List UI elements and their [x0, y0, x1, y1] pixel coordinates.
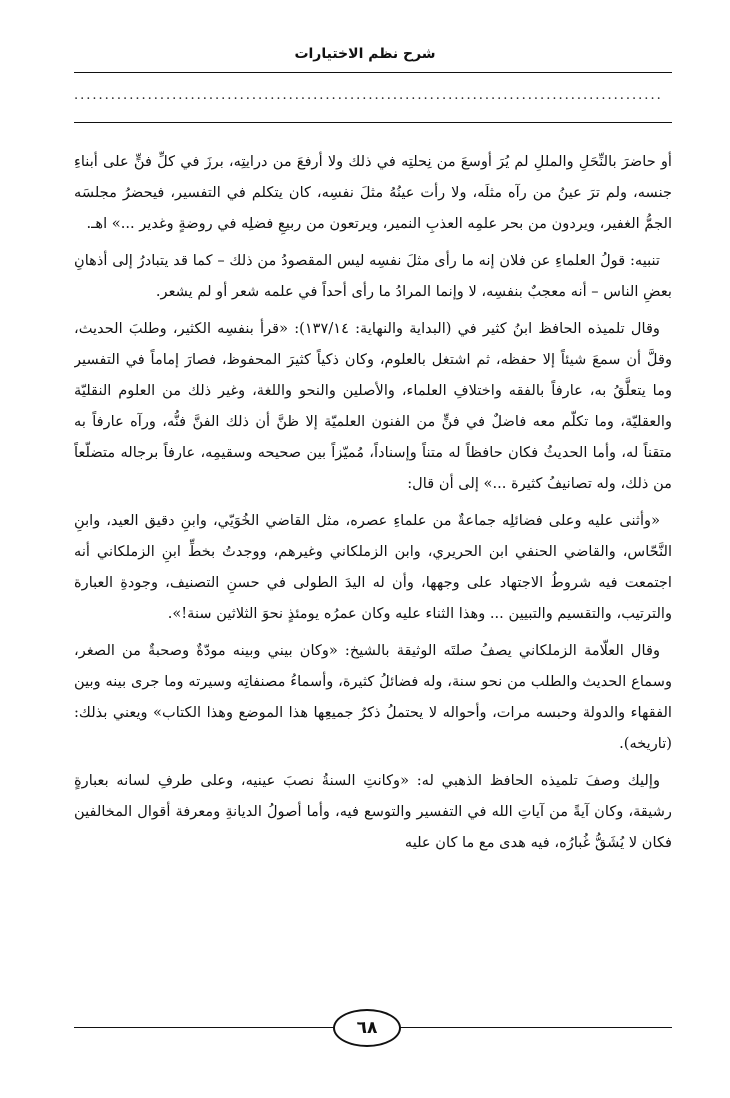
main-text [74, 146, 672, 976]
page-number: ٦٨ [333, 1009, 401, 1047]
paragraph-zamlakani: وقال العلّامة الزملكاني يصفُ صلتَه الوثيقة بالشيخ: «وكان بيني وبينه مودّةٌ وصحبةٌ من الصغر، وسماع الحديث والطلب من نحو سنة، وله فضائلُ كثيرة، وأسماءُ مصنفاتِه وسيرته وما جرى بينه وبين الفقهاء والدولة وحبسه مرات، وأحواله لا يحتملُ ذكرُ جميعِها هذا الموضع وهذا الكتاب» ويعني بذلك: (تاريخه). [74, 642, 672, 752]
paragraph-praise: «وأثنى عليه وعلى فضائلِه جماعةٌ من علماءِ عصره، مثل القاضي الخُوَيّي، وابنِ دقيق العيد، وابنِ النَّحّاس، والقاضي الحنفي ابن الحريري، وابن الزملكاني وغيرهم، ووجدتُ بخطِّ ابنِ الزملكاني أنه اجتمعت فيه شروطُ الاجتهاد على وجهها، وأن له اليدَ الطولى في حسنِ التصنيف، وجودةِ العبارة والترتيب، والتقسيم والتبيين ... وهذا الثناء عليه وكان عمرُه يومئذٍ نحوَ الثلاثين سنة!». [74, 512, 672, 622]
paragraph-quote-end: أو حاضرَ بالنِّحَلِ والمللِ لم يُرَ أوسعَ من نِحلتِه في ذلك ولا أرفعَ من درايتِه، برزَ في كلِّ فنٍّ على أبناءِ جنسه، ولم ترَ عينُ من رآه مثلَه، ولا رأت عينُهُ مثلَ نفسِه، كان يتكلم في التفسير، فيحضرُ مجلسَه الجمُّ الغفير، ويردون من بحر علمِه العذبِ النمير، ويرتعون من ربيعِ فضلِه في روضةٍ وغدير ...» اهـ. [74, 153, 672, 232]
paragraph-dhahabi: وإليك وصفَ تلميذه الحافظ الذهبي له: «وكانتِ السنةُ نصبَ عينيه، وعلى طرفِ لسانه بعبارةٍ رشيقة، وكان آيةً من آياتِ الله في التفسير والتوسع فيه، وأما أصولُ الديانةِ ومعرفة أقوال المخالفين فكان لا يُشَقُّ غُبارُه، فيه هدى مع ما كان عليه [74, 772, 672, 851]
paragraph-ibn-kathir: وقال تلميذه الحافظ ابنُ كثير في (البداية والنهاية: ١٣٧/١٤): «قرأ بنفسِه الكثير، وطلبَ الحديث، وقلَّ أن سمعَ شيئاً إلا حفظه، ثم اشتغل بالعلوم، وكان ذكياً كثيرَ المحفوظ، فصارَ إماماً في التفسير وما يتعلَّقُ به، عارفاً بالفقه واختلافِ العلماء، والأصلين والنحو واللغة، وغير ذلك من العلوم النقليّة والعقليّة، وما تكلّم معه فاضلٌ في فنٍّ من الفنون العلميّة إلا ظنَّ أن ذلك الفنَّ فنُّه، ورآه عارفاً به متقناً له، وأما الحديثُ فكان حافظاً له متناً وإسناداً، مُميّزاً بين صحيحه وسقيمِه، عارفاً برجاله متضلّعاً من ذلك، وله تصانيفُ كثيرة ...» إلى أن قال: [74, 320, 672, 492]
header-dotted-line: ................................................................................................ [74, 88, 663, 103]
running-header-title: شرح نظم الاختيارات [294, 46, 436, 62]
header-rule-bottom [74, 122, 672, 123]
header-rule-top [74, 72, 672, 73]
paragraph-note: تنبيه: قولُ العلماءِ عن فلان إنه ما رأى مثلَ نفسِه ليس المقصودُ من ذلك – كما قد يتبادرُ إلى أذهانِ بعضِ الناس – أنه معجبٌ بنفسِه، لا وإنما المرادُ ما رأى أحداً في علمه شعر أو لم يشعر. [74, 252, 672, 300]
